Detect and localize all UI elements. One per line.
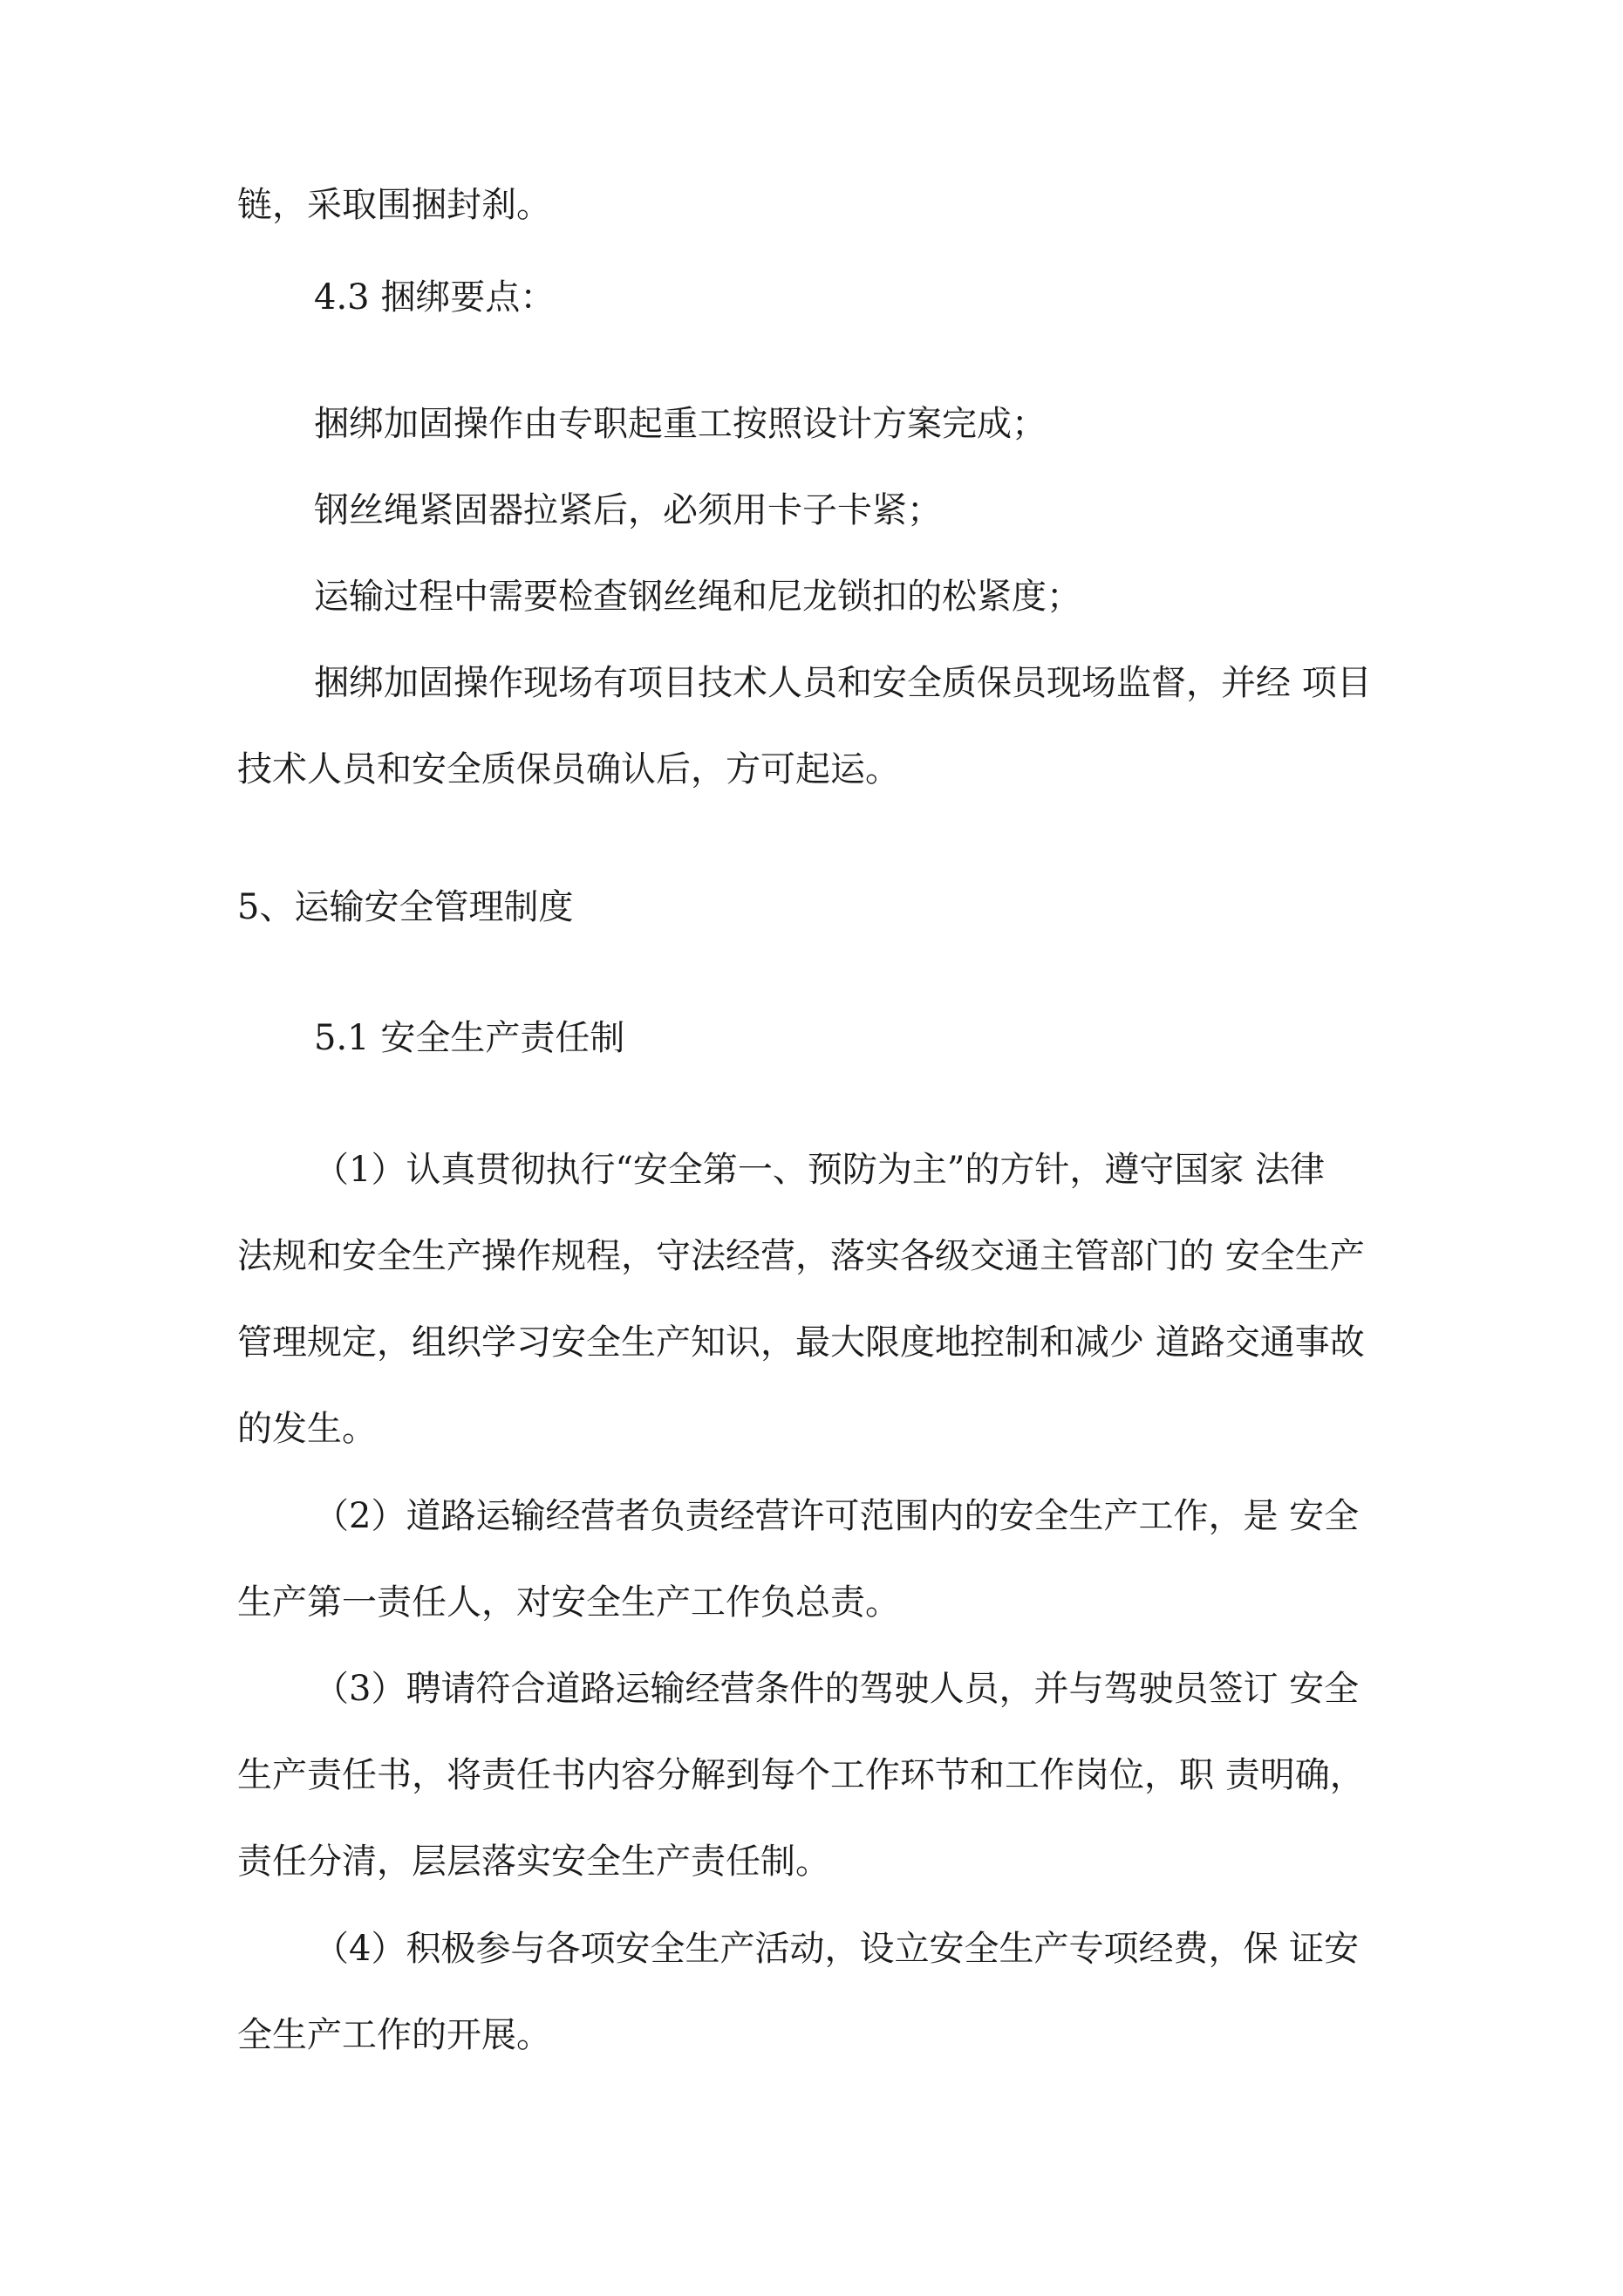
text-line: 运输过程中需要检查钢丝绳和尼龙锁扣的松紧度； bbox=[314, 577, 1081, 617]
text-line: 捆绑加固操作由专职起重工按照设计方案完成； bbox=[314, 404, 1047, 444]
text-line: 管理规定，组织学习安全生产知识，最大限度地控制和减少 道路交通事故 bbox=[237, 1322, 1365, 1363]
text-line: 技术人员和安全质保员确认后，方可起运。 bbox=[237, 749, 900, 789]
text-line: （2）道路运输经营者负责经营许可范围内的安全生产工作，是 安全 bbox=[314, 1496, 1360, 1536]
text-line: 全生产工作的开展。 bbox=[237, 2015, 551, 2055]
section-heading-5: 5、运输安全管理制度 bbox=[237, 887, 574, 927]
text-line: 生产责任书，将责任书内容分解到每个工作环节和工作岗位，职 责明确， bbox=[237, 1755, 1365, 1795]
text-line: 生产第一责任人，对安全生产工作负总责。 bbox=[237, 1582, 900, 1623]
text-line: 责任分清，层层落实安全生产责任制。 bbox=[237, 1842, 830, 1882]
text-line: （1）认真贯彻执行“安全第一、预防为主”的方针，遵守国家 法律 bbox=[314, 1150, 1326, 1190]
text-line: 的发生。 bbox=[237, 1409, 377, 1449]
subsection-heading-5-1: 5.1 安全生产责任制 bbox=[314, 1018, 625, 1058]
text-line: （3）聘请符合道路运输经营条件的驾驶人员，并与驾驶员签订 安全 bbox=[314, 1669, 1360, 1709]
text-line: 法规和安全生产操作规程，守法经营，落实各级交通主管部门的 安全生产 bbox=[237, 1236, 1365, 1276]
text-line: 捆绑加固操作现场有项目技术人员和安全质保员现场监督，并经 项目 bbox=[314, 663, 1372, 703]
text-line-continuation: 链，采取围捆封刹。 bbox=[237, 185, 551, 225]
text-line: 钢丝绳紧固器拉紧后，必须用卡子卡紧； bbox=[314, 490, 942, 530]
subsection-heading-4-3: 4.3 捆绑要点： bbox=[314, 277, 556, 318]
text-line: （4）积极参与各项安全生产活动，设立安全生产专项经费，保 证安 bbox=[314, 1929, 1360, 1969]
